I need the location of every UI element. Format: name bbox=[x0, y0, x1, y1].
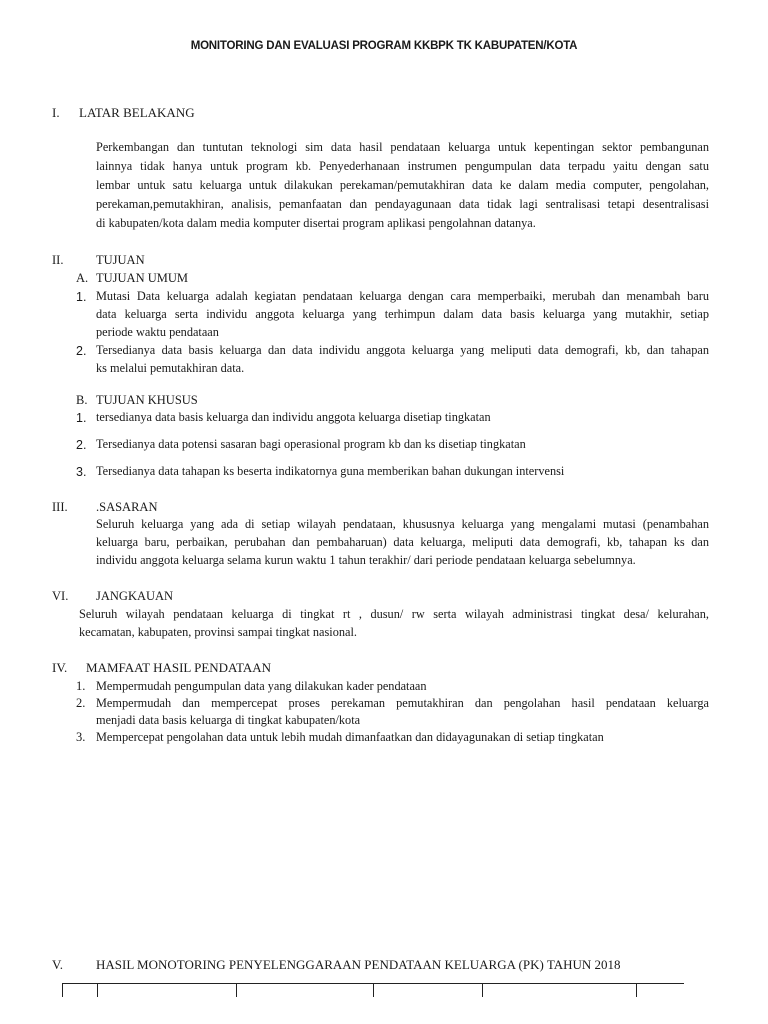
list-item-line: Tersedianya data potensi sasaran bagi operasional program kb dan ks disetiap tingkatan bbox=[96, 437, 526, 451]
section-4-number: VI. bbox=[52, 589, 69, 603]
list-item-number: 1. bbox=[76, 679, 86, 693]
list-item-line: Mutasi Data keluarga adalah kegiatan pendataan keluarga dengan cara memperbaiki, merubah dan menambah baru bbox=[96, 289, 709, 303]
section-2-number: II. bbox=[52, 253, 64, 267]
paragraph-line: keluarga baru, perbaikan, perubahan dan pembaharuan) data keluarga, meliputi data demografi, kb, tahapan ks dan bbox=[96, 535, 709, 549]
list-item-line: Mempercepat pengolahan data untuk lebih mudah dimanfaatkan dan didayagunakan di setiap tingkatan bbox=[96, 730, 604, 744]
paragraph-line: Seluruh keluarga yang ada di setiap wilayah pendataan, khususnya keluarga yang mengalami mutasi (penambahan bbox=[96, 517, 709, 531]
table-column-divider bbox=[62, 983, 63, 997]
list-item-number: 2. bbox=[76, 344, 87, 358]
paragraph-line: individu anggota keluarga selama kurun waktu 1 tahun terakhir/ dari periode pendataan keluarga sebelumnya. bbox=[96, 553, 636, 567]
section-1-number: I. bbox=[52, 105, 60, 120]
section-5-number: IV. bbox=[52, 660, 68, 675]
list-item-line: Mempermudah pengumpulan data yang dilakukan kader pendataan bbox=[96, 679, 427, 693]
table-column-divider bbox=[236, 983, 237, 997]
subsection-b-heading: TUJUAN KHUSUS bbox=[96, 393, 198, 407]
table-column-divider bbox=[97, 983, 98, 997]
list-item-line: Tersedianya data tahapan ks beserta indikatornya guna memberikan bahan dukungan intervensi bbox=[96, 464, 565, 478]
document-title: MONITORING DAN EVALUASI PROGRAM KKBPK TK KABUPATEN/KOTA bbox=[190, 40, 578, 52]
subsection-b-label: B. bbox=[76, 393, 88, 407]
paragraph-line: kecamatan, kabupaten, provinsi sampai tingkat nasional. bbox=[79, 625, 357, 639]
list-item-number: 3. bbox=[76, 465, 87, 479]
list-item-line: Tersedianya data basis keluarga dan data individu anggota keluarga yang meliputi data demografi, kb, dan tahapan bbox=[96, 343, 709, 357]
paragraph-line: lainnya tidak hanya untuk program kb. Penyederhanaan instrumen pengumpulan data terpadu yaitu dengan satu bbox=[96, 159, 709, 173]
list-item-number: 2. bbox=[76, 696, 86, 710]
list-item-line: ks melalui pemutakhiran data. bbox=[96, 361, 245, 375]
table-column-divider bbox=[482, 983, 483, 997]
section-2-heading: TUJUAN bbox=[96, 253, 145, 267]
list-item-line: tersedianya data basis keluarga dan individu anggota keluarga disetiap tingkatan bbox=[96, 410, 491, 424]
list-item-line: Mempermudah dan mempercepat proses perekaman pemutakhiran dan pengolahan hasil pendataan keluarga bbox=[96, 696, 709, 710]
paragraph-line: Perkembangan dan tuntutan teknologi sim data hasil pendataan keluarga untuk kepentingan sektor pembangunan bbox=[96, 140, 709, 154]
subsection-a-label: A. bbox=[76, 271, 89, 285]
section-6-number: V. bbox=[52, 957, 63, 972]
list-item-number: 2. bbox=[76, 438, 87, 452]
list-item-number: 1. bbox=[76, 290, 87, 304]
list-item-number: 1. bbox=[76, 411, 87, 425]
section-3-heading: .SASARAN bbox=[96, 500, 158, 514]
section-1-heading: LATAR BELAKANG bbox=[79, 105, 195, 120]
section-6-heading: HASIL MONOTORING PENYELENGGARAAN PENDATAAN KELUARGA (PK) TAHUN 2018 bbox=[96, 957, 621, 972]
subsection-a-heading: TUJUAN UMUM bbox=[96, 271, 189, 285]
paragraph-line: perekaman,pemutakhiran, analisis, pemanfaatan dan pendayagunaan data tidak lagi sentralisasi tetapi desentralisasi bbox=[96, 197, 709, 211]
paragraph-line: di kabupaten/kota dalam media komputer disertai program aplikasi pengolahnan datanya. bbox=[96, 216, 536, 230]
table-column-divider bbox=[636, 983, 637, 997]
section-3-number: III. bbox=[52, 500, 68, 514]
paragraph-line: lembar untuk satu keluarga untuk dilakukan perekaman/pemutakhiran data ke dalam media computer, pengolahan, bbox=[96, 178, 709, 192]
list-item-line: menjadi data basis keluarga di tingkat kabupaten/kota bbox=[96, 713, 361, 727]
list-item-line: data keluarga serta individu anggota keluarga yang terhimpun dalam data basis keluarga yang mutakhir, setiap bbox=[96, 307, 709, 321]
list-item-line: periode waktu pendataan bbox=[96, 325, 219, 339]
section-5-heading: MAMFAAT HASIL PENDATAAN bbox=[86, 660, 272, 675]
paragraph-line: Seluruh wilayah pendataan keluarga di tingkat rt , dusun/ rw serta wilayah administrasi tingkat desa/ kelurahan, bbox=[79, 607, 709, 621]
list-item-number: 3. bbox=[76, 730, 86, 744]
section-4-heading: JANGKAUAN bbox=[96, 589, 174, 603]
table-column-divider bbox=[373, 983, 374, 997]
